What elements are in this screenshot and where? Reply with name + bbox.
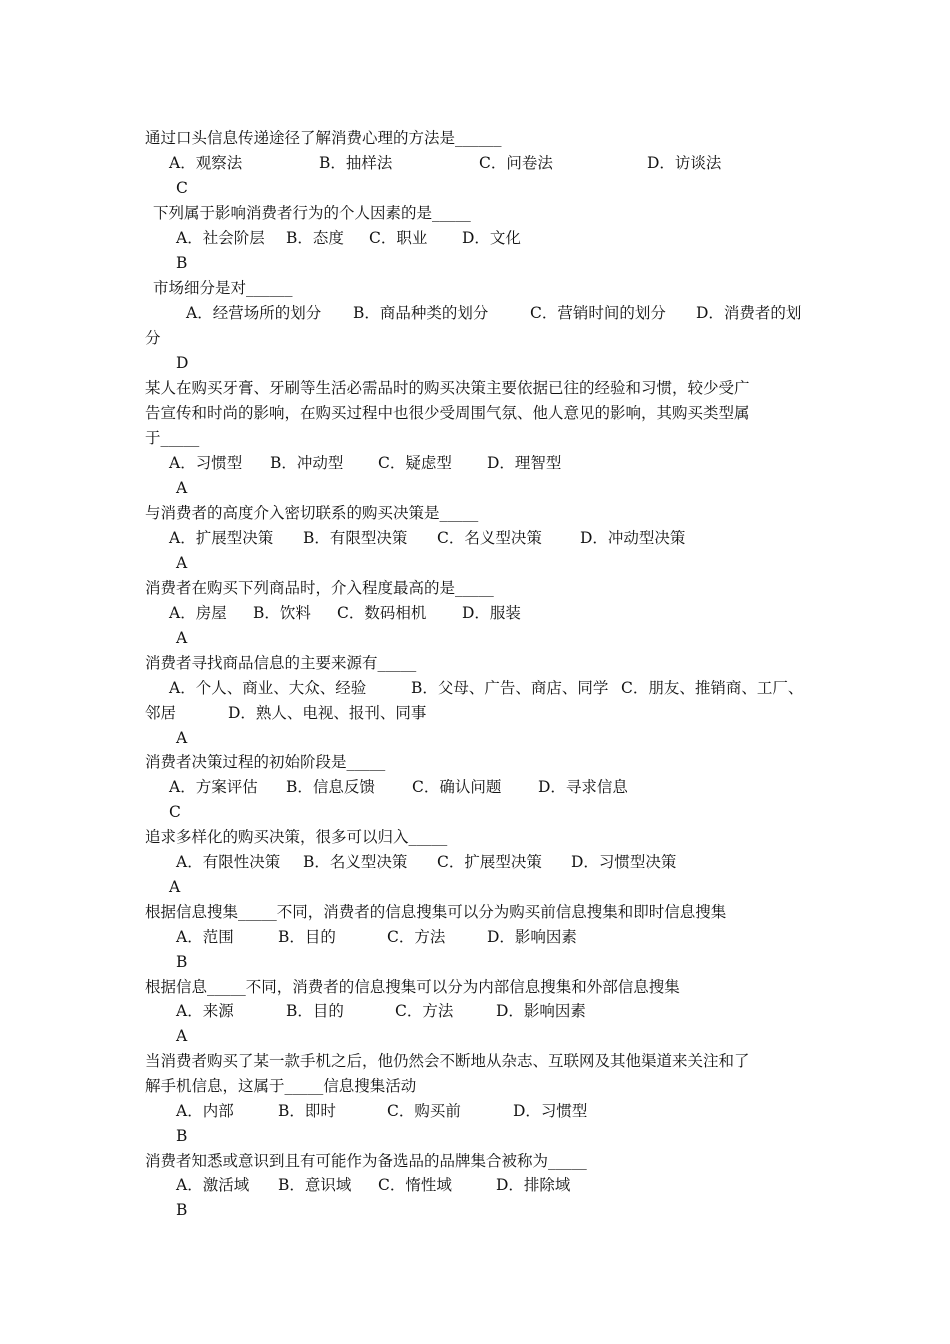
question-5-option-d: D．冲动型决策 [580,529,686,547]
question-6-stem: 消费者在购买下列商品时，介入程度最高的是_____ [145,579,494,597]
question-9-option-b: B．名义型决策 [303,853,408,871]
question-6-answer: A [176,629,188,647]
question-7-option-c: C．朋友、推销商、工厂、 [621,679,804,697]
question-13-stem: 消费者知悉或意识到且有可能作为备选品的品牌集合被称为_____ [145,1152,587,1170]
question-13-option-c: C．惰性域 [378,1176,452,1194]
question-5-option-c: C．名义型决策 [437,529,542,547]
question-8-answer: C [169,803,181,821]
question-8-option-c: C．确认问题 [412,778,502,796]
question-6-option-a: A．房屋 [169,604,227,622]
question-1-stem: 通过口头信息传递途径了解消费心理的方法是______ [145,129,502,147]
question-8-stem: 消费者决策过程的初始阶段是_____ [145,753,386,771]
question-3-option-a: A．经营场所的划分 [186,304,322,322]
question-2-option-d: D．文化 [462,229,521,247]
question-1-option-b: B．抽样法 [319,154,393,172]
question-3-answer: D [176,354,189,372]
question-11-option-d: D．影响因素 [496,1002,586,1020]
question-13-option-b: B．意识域 [278,1176,352,1194]
question-12-option-d: D．习惯型 [513,1102,588,1120]
question-9-answer: A [169,878,181,896]
question-3-option-b: B．商品种类的划分 [353,304,489,322]
question-11-option-a: A．来源 [176,1002,234,1020]
question-4-option-a: A．习惯型 [169,454,243,472]
question-1-option-c: C．问卷法 [479,154,553,172]
question-5-stem: 与消费者的高度介入密切联系的购买决策是_____ [145,504,479,522]
question-12-option-a: A．内部 [176,1102,234,1120]
question-4-answer: A [176,479,188,497]
question-2-stem: 下列属于影响消费者行为的个人因素的是_____ [153,204,471,222]
question-10-stem: 根据信息搜集_____不同，消费者的信息搜集可以分为购买前信息搜集和即时信息搜集 [145,903,727,921]
question-12-option-b: B．即时 [278,1102,336,1120]
question-10-option-d: D．影响因素 [487,928,577,946]
question-8-option-d: D．寻求信息 [538,778,628,796]
question-13-option-a: A．激活域 [176,1176,250,1194]
question-11-answer: A [176,1027,188,1045]
question-7-option-c-continued: 邻居 [145,704,177,722]
question-4-stem-line-3: 于_____ [145,429,200,447]
question-9-stem: 追求多样化的购买决策，很多可以归入_____ [145,828,448,846]
question-3-option-d: D．消费者的划 [696,304,802,322]
question-12-option-c: C．购买前 [387,1102,461,1120]
question-12-answer: B [176,1127,188,1145]
question-8-option-a: A．方案评估 [169,778,258,796]
question-1-answer: C [176,179,188,197]
question-7-option-a: A．个人、商业、大众、经验 [169,679,367,697]
question-10-option-a: A．范围 [176,928,234,946]
question-13-answer: B [176,1201,188,1219]
question-12-stem-line-2: 解手机信息，这属于_____信息搜集活动 [145,1077,417,1095]
question-13-option-d: D．排除域 [496,1176,571,1194]
question-2-option-a: A．社会阶层 [176,229,265,247]
question-10-option-c: C．方法 [387,928,446,946]
question-7-answer: A [176,729,188,747]
question-7-stem: 消费者寻找商品信息的主要来源有_____ [145,654,417,672]
question-3-option-c: C．营销时间的划分 [530,304,666,322]
question-3-option-d-continued: 分 [145,329,161,347]
question-10-option-b: B．目的 [278,928,336,946]
question-2-option-c: C．职业 [369,229,428,247]
question-6-option-c: C．数码相机 [337,604,427,622]
question-5-answer: A [176,554,188,572]
question-4-option-d: D．理智型 [487,454,562,472]
question-4-option-b: B．冲动型 [270,454,344,472]
question-2-option-b: B．态度 [286,229,344,247]
question-7-option-d: D．熟人、电视、报刊、同事 [228,704,427,722]
question-6-option-d: D．服装 [462,604,521,622]
question-10-answer: B [176,953,188,971]
question-7-option-b: B．父母、广告、商店、同学 [411,679,609,697]
question-12-stem-line-1: 当消费者购买了某一款手机之后，他仍然会不断地从杂志、互联网及其他渠道来关注和了 [145,1052,750,1070]
question-8-option-b: B．信息反馈 [286,778,375,796]
question-9-option-d: D．习惯型决策 [571,853,677,871]
question-11-stem: 根据信息_____不同，消费者的信息搜集可以分为内部信息搜集和外部信息搜集 [145,978,680,996]
question-9-option-c: C．扩展型决策 [437,853,542,871]
question-4-option-c: C．疑虑型 [378,454,452,472]
question-4-stem-line-1: 某人在购买牙膏、牙刷等生活必需品时的购买决策主要依据已往的经验和习惯，较少受广 [145,379,750,397]
question-3-stem: 市场细分是对______ [153,279,293,297]
question-1-option-d: D．访谈法 [647,154,722,172]
question-11-option-b: B．目的 [286,1002,344,1020]
question-4-stem-line-2: 告宣传和时尚的影响，在购买过程中也很少受周围气氛、他人意见的影响，其购买类型属 [145,404,750,422]
question-11-option-c: C．方法 [395,1002,454,1020]
question-6-option-b: B．饮料 [253,604,311,622]
question-2-answer: B [176,254,188,272]
question-5-option-b: B．有限型决策 [303,529,408,547]
question-1-option-a: A．观察法 [169,154,243,172]
question-5-option-a: A．扩展型决策 [169,529,274,547]
question-9-option-a: A．有限性决策 [176,853,281,871]
